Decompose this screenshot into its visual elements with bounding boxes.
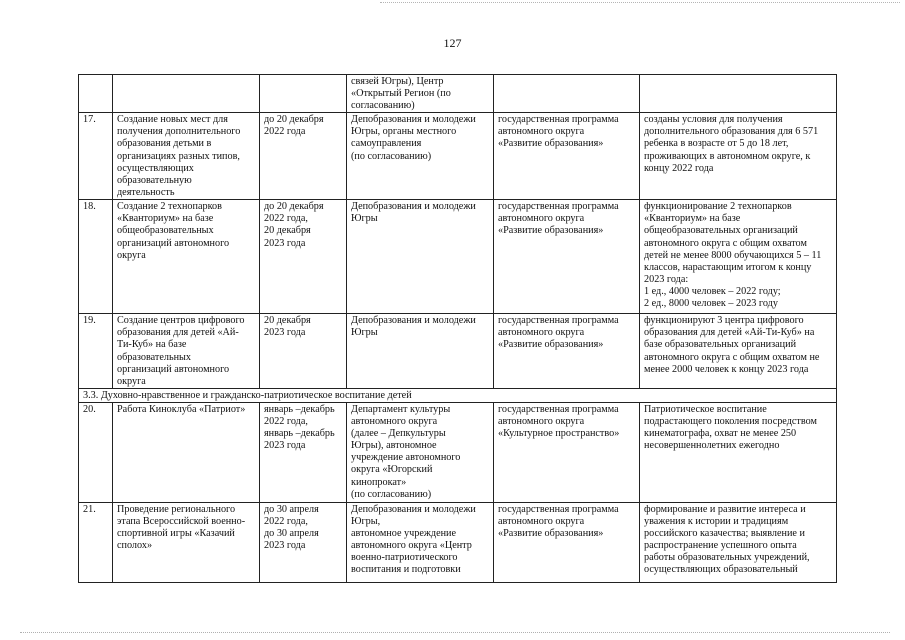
event-cell: Создание центров цифрового образования для детей «Ай- Ти-Куб» на базе образовательных организаций автономного округа [113, 314, 260, 389]
table-row [79, 502, 837, 582]
deadline-cell: 20 декабря 2023 года [260, 314, 347, 389]
event-cell: Проведение регионального этапа Всероссийской военно- спортивной игры «Казачий сполох» [113, 502, 260, 582]
table-row [79, 402, 837, 502]
deadline-cell: до 20 декабря 2022 года [260, 113, 347, 200]
row-number: 18. [79, 200, 113, 314]
table-row [79, 113, 837, 200]
row-number [79, 75, 113, 113]
event-cell: Работа Киноклуба «Патриот» [113, 402, 260, 502]
row-number: 17. [79, 113, 113, 200]
executors-cell: Депобразования и молодежи Югры, органы местного самоуправления (по согласованию) [347, 113, 494, 200]
row-number: 20. [79, 402, 113, 502]
page-number: 127 [443, 36, 462, 50]
result-cell: созданы условия для получения дополнительного образования для 6 571 ребенка в возрасте от 5 до 18 лет, проживающих в автономном округе, к концу 2022 года [640, 113, 837, 200]
source-cell: государственная программа автономного округа «Развитие образования» [494, 502, 640, 582]
event-cell: Создание 2 технопарков «Кванториум» на базе общеобразовательных организаций автономного округа [113, 200, 260, 314]
source-cell: государственная программа автономного округа «Развитие образования» [494, 200, 640, 314]
executors-cell: Депобразования и молодежи Югры [347, 314, 494, 389]
executors-cell: Депобразования и молодежи Югры, автономное учреждение автономного округа «Центр военно-патриотического воспитания и подготовки [347, 502, 494, 582]
result-cell: функционируют 3 центра цифрового образования для детей «Ай-Ти-Куб» на базе образовательных организаций автономного округа с общим охватом не менее 2000 человек к концу 2023 года [640, 314, 837, 389]
source-cell: государственная программа автономного округа «Развитие образования» [494, 113, 640, 200]
table-row [79, 200, 837, 314]
row-number: 21. [79, 502, 113, 582]
source-cell: государственная программа автономного округа «Развитие образования» [494, 314, 640, 389]
table-row [79, 314, 837, 389]
table-row [79, 75, 837, 113]
result-cell: Патриотическое воспитание подрастающего поколения посредством кинематографа, охват не менее 250 несовершеннолетних ежегодно [640, 402, 837, 502]
section-heading: 3.3. Духовно-нравственное и гражданско-патриотическое воспитание детей [79, 388, 837, 402]
scan-edge-bottom [20, 632, 890, 634]
deadline-cell: до 30 апреля 2022 года, до 30 апреля 2023 года [260, 502, 347, 582]
result-cell [640, 75, 837, 113]
executors-cell: Депобразования и молодежи Югры [347, 200, 494, 314]
executors-cell: Департамент культуры автономного округа (далее – Депкультуры Югры), автономное учреждение автономного округа «Югорский кинопрокат» (по согласованию) [347, 402, 494, 502]
deadline-cell: январь –декабрь 2022 года, январь –декабрь 2023 года [260, 402, 347, 502]
source-cell [494, 75, 640, 113]
result-cell: функционирование 2 технопарков «Кванториум» на базе общеобразовательных организаций автономного округа с общим охватом детей не менее 8000 обучающихся 5 – 11 классов, нарастающим итогом к концу 2023 года: 1 ед., 4000 человек – 2022 году; 2 ед., 8000 человек – 2023 году [640, 200, 837, 314]
section-row [79, 388, 837, 402]
source-cell: государственная программа автономного округа «Культурное пространство» [494, 402, 640, 502]
executors-cell: связей Югры), Центр «Открытый Регион (по согласованию) [347, 75, 494, 113]
result-cell: формирование и развитие интереса и уважения к истории и традициям российского казачества; выявление и распространение успешного опыта работы образовательных учреждений, осуществляющих образовательный [640, 502, 837, 582]
activity-plan-table [78, 74, 837, 583]
deadline-cell: до 20 декабря 2022 года, 20 декабря 2023 года [260, 200, 347, 314]
event-cell [113, 75, 260, 113]
scan-edge-top [380, 2, 900, 4]
event-cell: Создание новых мест для получения дополнительного образования детьми в организациях разных типов, осуществляющих образовательную деятельность [113, 113, 260, 200]
row-number: 19. [79, 314, 113, 389]
deadline-cell [260, 75, 347, 113]
